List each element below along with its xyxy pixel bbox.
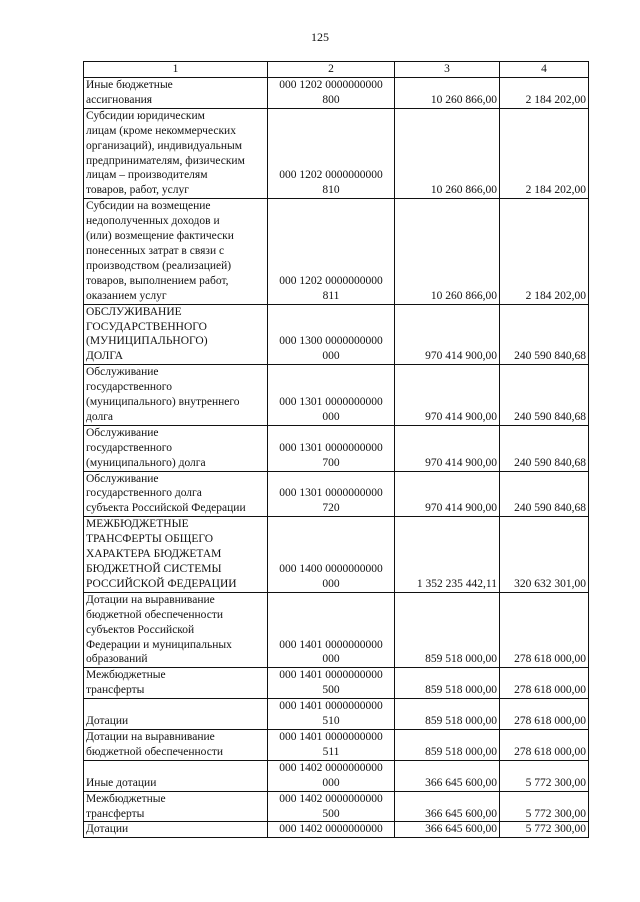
table-row [84, 791, 589, 822]
table-row [84, 471, 589, 517]
row-sum-cell: 5 772 300,00 [500, 760, 589, 791]
row-code-cell: 000 1402 0000000000 [268, 822, 395, 838]
row-name-cell: Субсидии юридическим лицам (кроме некоммерческих организаций), индивидуальным предпринимателям, физическим лицам – производителям товаров, работ, услуг [84, 108, 268, 198]
row-code-cell: 000 1401 0000000000 000 [268, 592, 395, 668]
row-name-cell: Иные дотации [84, 760, 268, 791]
table-header-row [84, 62, 589, 78]
row-sum-cell: 278 618 000,00 [500, 699, 589, 730]
row-sum-cell: 5 772 300,00 [500, 822, 589, 838]
row-sum-cell: 970 414 900,00 [395, 471, 500, 517]
row-sum-cell: 366 645 600,00 [395, 760, 500, 791]
row-sum-cell: 859 518 000,00 [395, 592, 500, 668]
table-row [84, 78, 589, 109]
row-sum-cell: 970 414 900,00 [395, 425, 500, 471]
row-sum-cell: 970 414 900,00 [395, 365, 500, 426]
row-name-cell: Межбюджетные трансферты [84, 668, 268, 699]
row-name-cell: Дотации [84, 822, 268, 838]
row-name-cell: Субсидии на возмещение недополученных доходов и (или) возмещение фактически понесенных затрат в связи с производством (реализацией) товаров, выполнением работ, оказанием услуг [84, 199, 268, 304]
row-code-cell: 000 1300 0000000000 000 [268, 304, 395, 365]
row-name-cell: Обслуживание государственного (муниципального) долга [84, 425, 268, 471]
row-code-cell: 000 1301 0000000000 000 [268, 365, 395, 426]
row-sum-cell: 859 518 000,00 [395, 729, 500, 760]
row-code-cell: 000 1402 0000000000 500 [268, 791, 395, 822]
row-sum-cell: 970 414 900,00 [395, 304, 500, 365]
row-sum-cell: 366 645 600,00 [395, 791, 500, 822]
row-code-cell: 000 1202 0000000000 811 [268, 199, 395, 304]
row-name-cell: Дотации на выравнивание бюджетной обеспеченности [84, 729, 268, 760]
column-header-4: 4 [500, 62, 589, 78]
row-name-cell: Иные бюджетные ассигнования [84, 78, 268, 109]
table-row [84, 304, 589, 365]
row-sum-cell: 366 645 600,00 [395, 822, 500, 838]
row-sum-cell: 278 618 000,00 [500, 592, 589, 668]
row-name-cell: Дотации [84, 699, 268, 730]
table-row [84, 822, 589, 838]
table-row [84, 699, 589, 730]
table-row [84, 425, 589, 471]
row-sum-cell: 859 518 000,00 [395, 699, 500, 730]
row-code-cell: 000 1400 0000000000 000 [268, 517, 395, 593]
row-code-cell: 000 1301 0000000000 700 [268, 425, 395, 471]
table-row [84, 760, 589, 791]
row-sum-cell: 278 618 000,00 [500, 729, 589, 760]
row-code-cell: 000 1202 0000000000 800 [268, 78, 395, 109]
table-row [84, 365, 589, 426]
page-number: 125 [311, 30, 329, 44]
table-row [84, 199, 589, 304]
row-name-cell: Обслуживание государственного долга субъекта Российской Федерации [84, 471, 268, 517]
row-sum-cell: 1 352 235 442,11 [395, 517, 500, 593]
row-sum-cell: 2 184 202,00 [500, 78, 589, 109]
column-header-3: 3 [395, 62, 500, 78]
row-name-cell: МЕЖБЮДЖЕТНЫЕ ТРАНСФЕРТЫ ОБЩЕГО ХАРАКТЕРА БЮДЖЕТАМ БЮДЖЕТНОЙ СИСТЕМЫ РОССИЙСКОЙ ФЕДЕРАЦИИ [84, 517, 268, 593]
row-code-cell: 000 1301 0000000000 720 [268, 471, 395, 517]
table-row [84, 592, 589, 668]
row-sum-cell: 10 260 866,00 [395, 108, 500, 198]
row-sum-cell: 10 260 866,00 [395, 78, 500, 109]
row-sum-cell: 2 184 202,00 [500, 108, 589, 198]
table-row [84, 108, 589, 198]
row-sum-cell: 240 590 840,68 [500, 304, 589, 365]
table-row [84, 729, 589, 760]
row-sum-cell: 240 590 840,68 [500, 365, 589, 426]
table-row [84, 668, 589, 699]
row-code-cell: 000 1401 0000000000 500 [268, 668, 395, 699]
row-code-cell: 000 1402 0000000000 000 [268, 760, 395, 791]
row-sum-cell: 859 518 000,00 [395, 668, 500, 699]
row-name-cell: Дотации на выравнивание бюджетной обеспеченности субъектов Российской Федерации и муниципальных образований [84, 592, 268, 668]
column-header-2: 2 [268, 62, 395, 78]
column-header-1: 1 [84, 62, 268, 78]
row-sum-cell: 278 618 000,00 [500, 668, 589, 699]
row-sum-cell: 240 590 840,68 [500, 425, 589, 471]
row-code-cell: 000 1202 0000000000 810 [268, 108, 395, 198]
row-code-cell: 000 1401 0000000000 511 [268, 729, 395, 760]
row-name-cell: Обслуживание государственного (муниципального) внутреннего долга [84, 365, 268, 426]
row-sum-cell: 240 590 840,68 [500, 471, 589, 517]
row-name-cell: ОБСЛУЖИВАНИЕ ГОСУДАРСТВЕННОГО (МУНИЦИПАЛЬНОГО) ДОЛГА [84, 304, 268, 365]
row-sum-cell: 10 260 866,00 [395, 199, 500, 304]
row-code-cell: 000 1401 0000000000 510 [268, 699, 395, 730]
row-name-cell: Межбюджетные трансферты [84, 791, 268, 822]
row-sum-cell: 2 184 202,00 [500, 199, 589, 304]
budget-table [83, 61, 589, 838]
table-row [84, 517, 589, 593]
row-sum-cell: 320 632 301,00 [500, 517, 589, 593]
table-body [84, 78, 589, 838]
row-sum-cell: 5 772 300,00 [500, 791, 589, 822]
